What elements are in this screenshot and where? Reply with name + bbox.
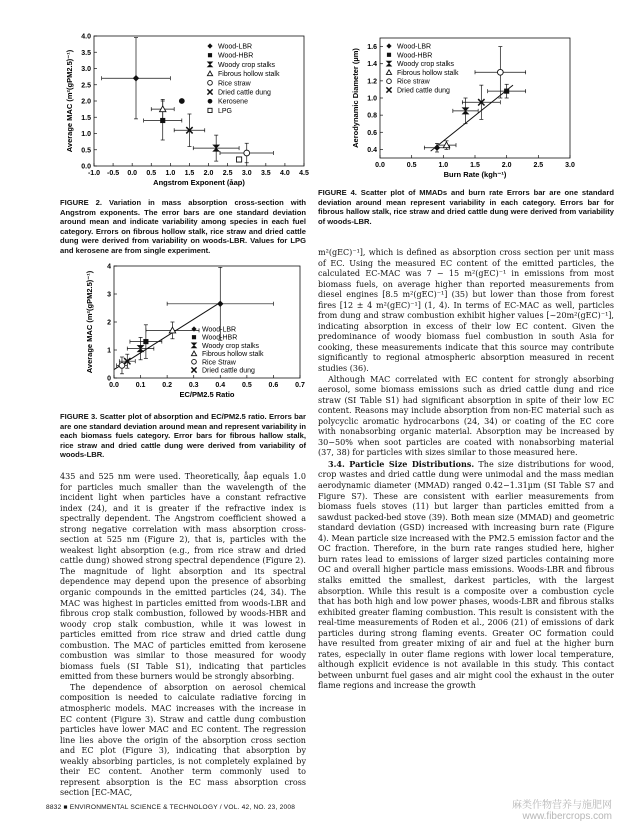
legend-label: Rice straw xyxy=(397,78,430,86)
legend-label: Woody crop stalks xyxy=(397,61,455,69)
paragraph: Although MAC correlated with EC content for strongly absorbing aerosol, some biomass emissions such as dried cattle dung and rice straw (SI Table S1) had significant absorption in spite of their low EC content. Reasons may include absorption from non-EC material such as polycyclic aromatic hydrocarbons (24, 34) or coating of the EC core with nonabsorbing organic material. Absorption may be increased by 30−50% when soot particles are coated with nonabsorbing material (37, 38) for particles with sizes similar to those measured here. xyxy=(318,374,614,458)
y-tick-label: 3 xyxy=(107,291,111,299)
legend-marker xyxy=(386,43,391,48)
x-tick-label: 4.0 xyxy=(280,170,290,177)
x-tick-label: 0.7 xyxy=(295,382,305,389)
legend-label: Wood-HBR xyxy=(218,52,254,60)
y-tick-label: 4 xyxy=(107,263,111,271)
y-axis-label: Aerodynamic Diameter (µm) xyxy=(351,48,360,148)
x-tick-label: 2.5 xyxy=(222,170,233,177)
figure-4-caption xyxy=(318,188,614,226)
figure-2-chart xyxy=(60,28,310,194)
legend-label: Wood-HBR xyxy=(397,52,433,60)
y-tick-label: 1.6 xyxy=(367,44,377,52)
page-footer: 8832 ■ ENVIRONMENTAL SCIENCE & TECHNOLOGY / VOL. 42, NO. 23, 2008 xyxy=(46,804,296,811)
figure-3-caption xyxy=(60,412,306,460)
legend-label: Dried cattle dung xyxy=(218,89,271,97)
x-tick-label: 1.0 xyxy=(165,170,176,177)
paragraph: 435 and 525 nm were used. Theoretically, åap equals 1.0 for particles much smaller than the wavelength of the incident light when particles have a constant refractive index (24), and it is greater if the refractive index is spectrally dependent. The Angstrom coefficient showed a strong negative correlation with mass absorption cross-section at 525 nm (Figure 2), that is, particles with the weakest light absorption (e.g., from rice straw and dried cattle dung) showed strong spectral dependence (Figure 2). The magnitude of light absorption and its spectral dependence may depend upon the presence of absorbing organic compounds in the emitted particles (24, 34). The MAC was highest in particles emitted from woods-LBR and fibrous crop stalk combustion, followed by woods-HBR and woody crop stalk combustion, while it was lowest in particles emitted from rice straw and dried cattle dung combustion. The MAC of particles emitted from kerosene combustion was similar to those measured for woody biomass fuels (SI Table S1), indicating that particles emitted from these burners would be strongly absorbing. xyxy=(60,472,306,682)
figure-2-caption xyxy=(60,198,306,256)
legend-marker xyxy=(192,335,196,339)
figure-3 xyxy=(86,258,306,412)
y-tick-label: 1 xyxy=(107,347,111,355)
x-tick-label: 0.0 xyxy=(109,382,119,389)
data-point xyxy=(133,75,139,81)
x-tick-label: 0.2 xyxy=(162,382,173,389)
legend-label: Fibrous hollow stalk xyxy=(397,69,459,77)
legend-label: Fibrous hollow stalk xyxy=(202,351,264,359)
y-tick-label: 1.4 xyxy=(367,61,377,69)
x-tick-label: 1.5 xyxy=(184,170,195,177)
x-tick-label: -1.0 xyxy=(87,170,101,177)
x-tick-label: 0.4 xyxy=(215,382,226,389)
section-text: The size distributions for wood, crop wastes and dried cattle dung were unimodal and the mass median aerodynamic diameter (MMAD) ranged 0.42−1.31µm (SI Table S7 and Figure S7). These are consistent with earlier measurements from biomass fuels stoves (11) but larger than particles emitted from a sawdust packed-bed stove (39). Both mean size (MMAD) and geometric standard deviation (GSD) increased with increasing burn rate (Figure 4). Mean particle size increased with the PM2.5 emission factor and the OC fraction. Therefore, in the burn rate ranges studied here, higher burn rates lead to emissions of larger sized particles containing more OC and overall higher particle mass emissions. Woods-LBR and fibrous stalks emitted the smallest, darkest particles, with the largest absorption. While this result is a composite over a combustion cycle that has both high and low power phases, woods-LBR and fibrous stalks exhibited greater flaming combustion. This result is consistent with the real-time measurements of Roden et al., 2006 (21) of emissions of dark particles during strong flaming events. Greater OC formation could have resulted from greater mixing of air and fuel at the higher burn rates, especially in outer flame regions with lower local temperature, although explicit evidence is not available in this study. This contact between unburnt fuel gases and air might cool the exhaust in the outer flame regions and increase the growth xyxy=(318,459,615,691)
figure-3-caption-text: Scatter plot of absorption and EC/PM2.5 ratio. Errors bar are one standard deviation around mean and represent variability in each biomass fuels category. Error bars for fibrous hallow stalk, rice straw and dried cattle dung were derived from variability of woods-LBR. xyxy=(60,412,306,460)
data-point xyxy=(497,69,503,75)
legend-marker xyxy=(207,89,212,94)
x-tick-label: 1.0 xyxy=(438,162,449,169)
watermark xyxy=(512,800,612,822)
watermark-line-1: 麻类作物营养与施肥网 xyxy=(512,800,612,811)
x-tick-label: 2.0 xyxy=(501,162,512,169)
figure-2-caption-text: Variation in mass absorption cross-section with Angstrom exponents. The error bars are one standard deviation around mean and indicate variability among species in each fuel category. Errors on fibrous hollow stalk, rice straw and dried cattle dung were derived from variability on woods-LBR. Values for LPG and kerosene are from single experiment. xyxy=(60,198,306,255)
y-tick-label: 4.0 xyxy=(81,33,91,41)
paragraph: m²(gEC)⁻¹], which is defined as absorption cross section per unit mass of EC. Using the measured EC content of the emitted particles, the calculated EC-MAC was 7 − 15 m²(gEC)⁻¹ in emissions from most biomass fuels, on average higher than reported measurements from diesel engines [8.5 m²(gEC)⁻¹] (35) but lower than those from forest fires [12 ± 4 m²(gEC)⁻¹] (1, 4). In terms of EC-MAC as well, particles from dung and straw combustion exhibit higher values [~20m²(gEC)⁻¹], indicating absorption in excess of their low EC content. Given the predominance of woody biomass fuel combustion in south Asia for cooking, these measurements indicate that this source may contribute significantly to regional atmospheric absorption measured in recent studies (36). xyxy=(318,248,614,374)
y-tick-label: 2.5 xyxy=(81,82,91,90)
x-tick-label: 0.0 xyxy=(375,162,385,169)
x-tick-label: 0.5 xyxy=(241,382,252,389)
legend-marker xyxy=(386,61,391,66)
legend-label: Kerosene xyxy=(218,98,248,106)
figure-4-chart xyxy=(340,30,580,190)
x-axis-label: Angstrom Exponent (åap) xyxy=(153,178,245,187)
x-tick-label: 0.5 xyxy=(406,162,417,169)
legend-marker xyxy=(191,367,196,372)
x-tick-label: 0.1 xyxy=(135,382,146,389)
figure-4-caption-text: Scatter plot of MMADs and burn rate Errors bar are one standard deviation around mean represent variability in each category. Errors bar for fibrous hallow stalk, rice straw and dried cattle dung were derived from variability of woods-LBR. xyxy=(318,188,614,226)
y-tick-label: 1.2 xyxy=(367,78,377,86)
legend-label: Woody crop stalks xyxy=(202,342,260,350)
legend-label: Woody crop stalks xyxy=(218,61,276,69)
legend-marker xyxy=(386,70,391,75)
figure-2-caption-label: FIGURE 2. xyxy=(60,198,103,207)
legend-marker xyxy=(387,53,391,57)
x-tick-label: 0.0 xyxy=(127,170,138,177)
plot-frame xyxy=(94,36,304,166)
paragraph-section xyxy=(318,459,614,692)
y-tick-label: 0 xyxy=(107,375,111,383)
section-heading: 3.4. Particle Size Distributions. xyxy=(328,458,475,469)
legend-label: Wood-LBR xyxy=(202,326,237,334)
x-tick-label: 0.6 xyxy=(268,382,279,389)
legend-label: Wood-LBR xyxy=(218,43,253,51)
legend-marker xyxy=(191,351,196,356)
legend-marker xyxy=(208,99,213,104)
legend-marker xyxy=(208,108,212,112)
y-tick-label: 0.8 xyxy=(367,112,377,120)
figure-4 xyxy=(340,30,580,194)
y-tick-label: 0.6 xyxy=(367,129,377,137)
x-axis-label: EC/PM2.5 Ratio xyxy=(179,390,235,399)
legend-marker xyxy=(191,343,196,348)
y-tick-label: 1.0 xyxy=(367,95,377,103)
y-tick-label: 0.0 xyxy=(81,163,91,171)
x-tick-label: -0.5 xyxy=(107,170,120,177)
y-tick-label: 2 xyxy=(107,319,111,327)
legend-marker xyxy=(191,326,196,331)
right-column-text xyxy=(318,248,614,692)
legend-label: Dried cattle dung xyxy=(397,87,450,95)
y-tick-label: 3.5 xyxy=(81,49,91,57)
figure-4-caption-label: FIGURE 4. xyxy=(318,188,357,197)
legend-label: Rice Straw xyxy=(202,359,236,367)
data-point xyxy=(217,301,223,307)
legend-label: Dried cattle dung xyxy=(202,367,255,375)
x-tick-label: 2.0 xyxy=(203,170,214,177)
x-tick-label: 0.5 xyxy=(146,170,157,177)
data-point xyxy=(237,157,242,162)
data-point xyxy=(119,363,125,369)
legend-label: Fibrous hollow stalk xyxy=(218,71,280,79)
legend-marker xyxy=(386,87,391,92)
x-tick-label: 2.5 xyxy=(533,162,544,169)
paragraph: The dependence of absorption on aerosol chemical composition is needed to calculate radiative forcing in atmospheric models. MAC increases with the increase in EC content (Figure 3). Straw and cattle dung combustion particles have lower MAC and EC content. The regression line lies above the origin of the absorption cross section and EC plot (Figure 3), indicating that absorption by weakly absorbing particles, is not completely explained by their EC content. Another term commonly used to represent absorption is the EC mass absorption cross section [EC-MAC, xyxy=(60,682,306,798)
data-point xyxy=(179,98,185,104)
legend-marker xyxy=(192,359,197,364)
y-tick-label: 0.5 xyxy=(81,147,91,155)
y-tick-label: 0.4 xyxy=(367,146,377,154)
x-tick-label: 3.5 xyxy=(260,170,271,177)
legend-marker xyxy=(207,62,212,67)
legend-marker xyxy=(208,80,213,85)
legend-label: Wood-HBR xyxy=(202,334,238,342)
y-axis-label: Average MAC (m²(gPM2.5)⁻¹) xyxy=(65,49,74,153)
data-point xyxy=(504,89,509,94)
y-tick-label: 1.0 xyxy=(81,131,91,138)
legend-marker xyxy=(208,53,212,57)
legend-label: Wood-LBR xyxy=(397,43,432,51)
legend-marker xyxy=(387,79,392,84)
y-tick-label: 3.0 xyxy=(81,66,91,73)
legend-marker xyxy=(207,43,212,48)
left-column-text xyxy=(60,472,306,799)
x-tick-label: 0.3 xyxy=(188,382,199,389)
figure-2 xyxy=(60,28,310,198)
legend-label: Rice straw xyxy=(218,80,251,88)
x-axis-label: Burn Rate (kgh⁻¹) xyxy=(443,170,507,179)
legend-label: LPG xyxy=(218,107,233,115)
x-tick-label: 3.0 xyxy=(565,162,575,169)
x-tick-label: 3.0 xyxy=(241,170,252,177)
figure-3-caption-label: FIGURE 3. xyxy=(60,412,98,421)
x-tick-label: 1.5 xyxy=(470,162,480,169)
data-point xyxy=(143,339,148,344)
watermark-line-2: www.fibercrops.com xyxy=(522,811,612,822)
figure-3-chart xyxy=(86,258,306,408)
x-tick-label: 4.5 xyxy=(299,170,309,177)
y-tick-label: 2.0 xyxy=(81,98,91,106)
y-axis-label: Average MAC (m²(gPM2.5)⁻¹) xyxy=(85,270,94,374)
y-tick-label: 1.5 xyxy=(81,114,91,122)
legend-marker xyxy=(207,71,212,76)
data-point xyxy=(244,150,250,156)
